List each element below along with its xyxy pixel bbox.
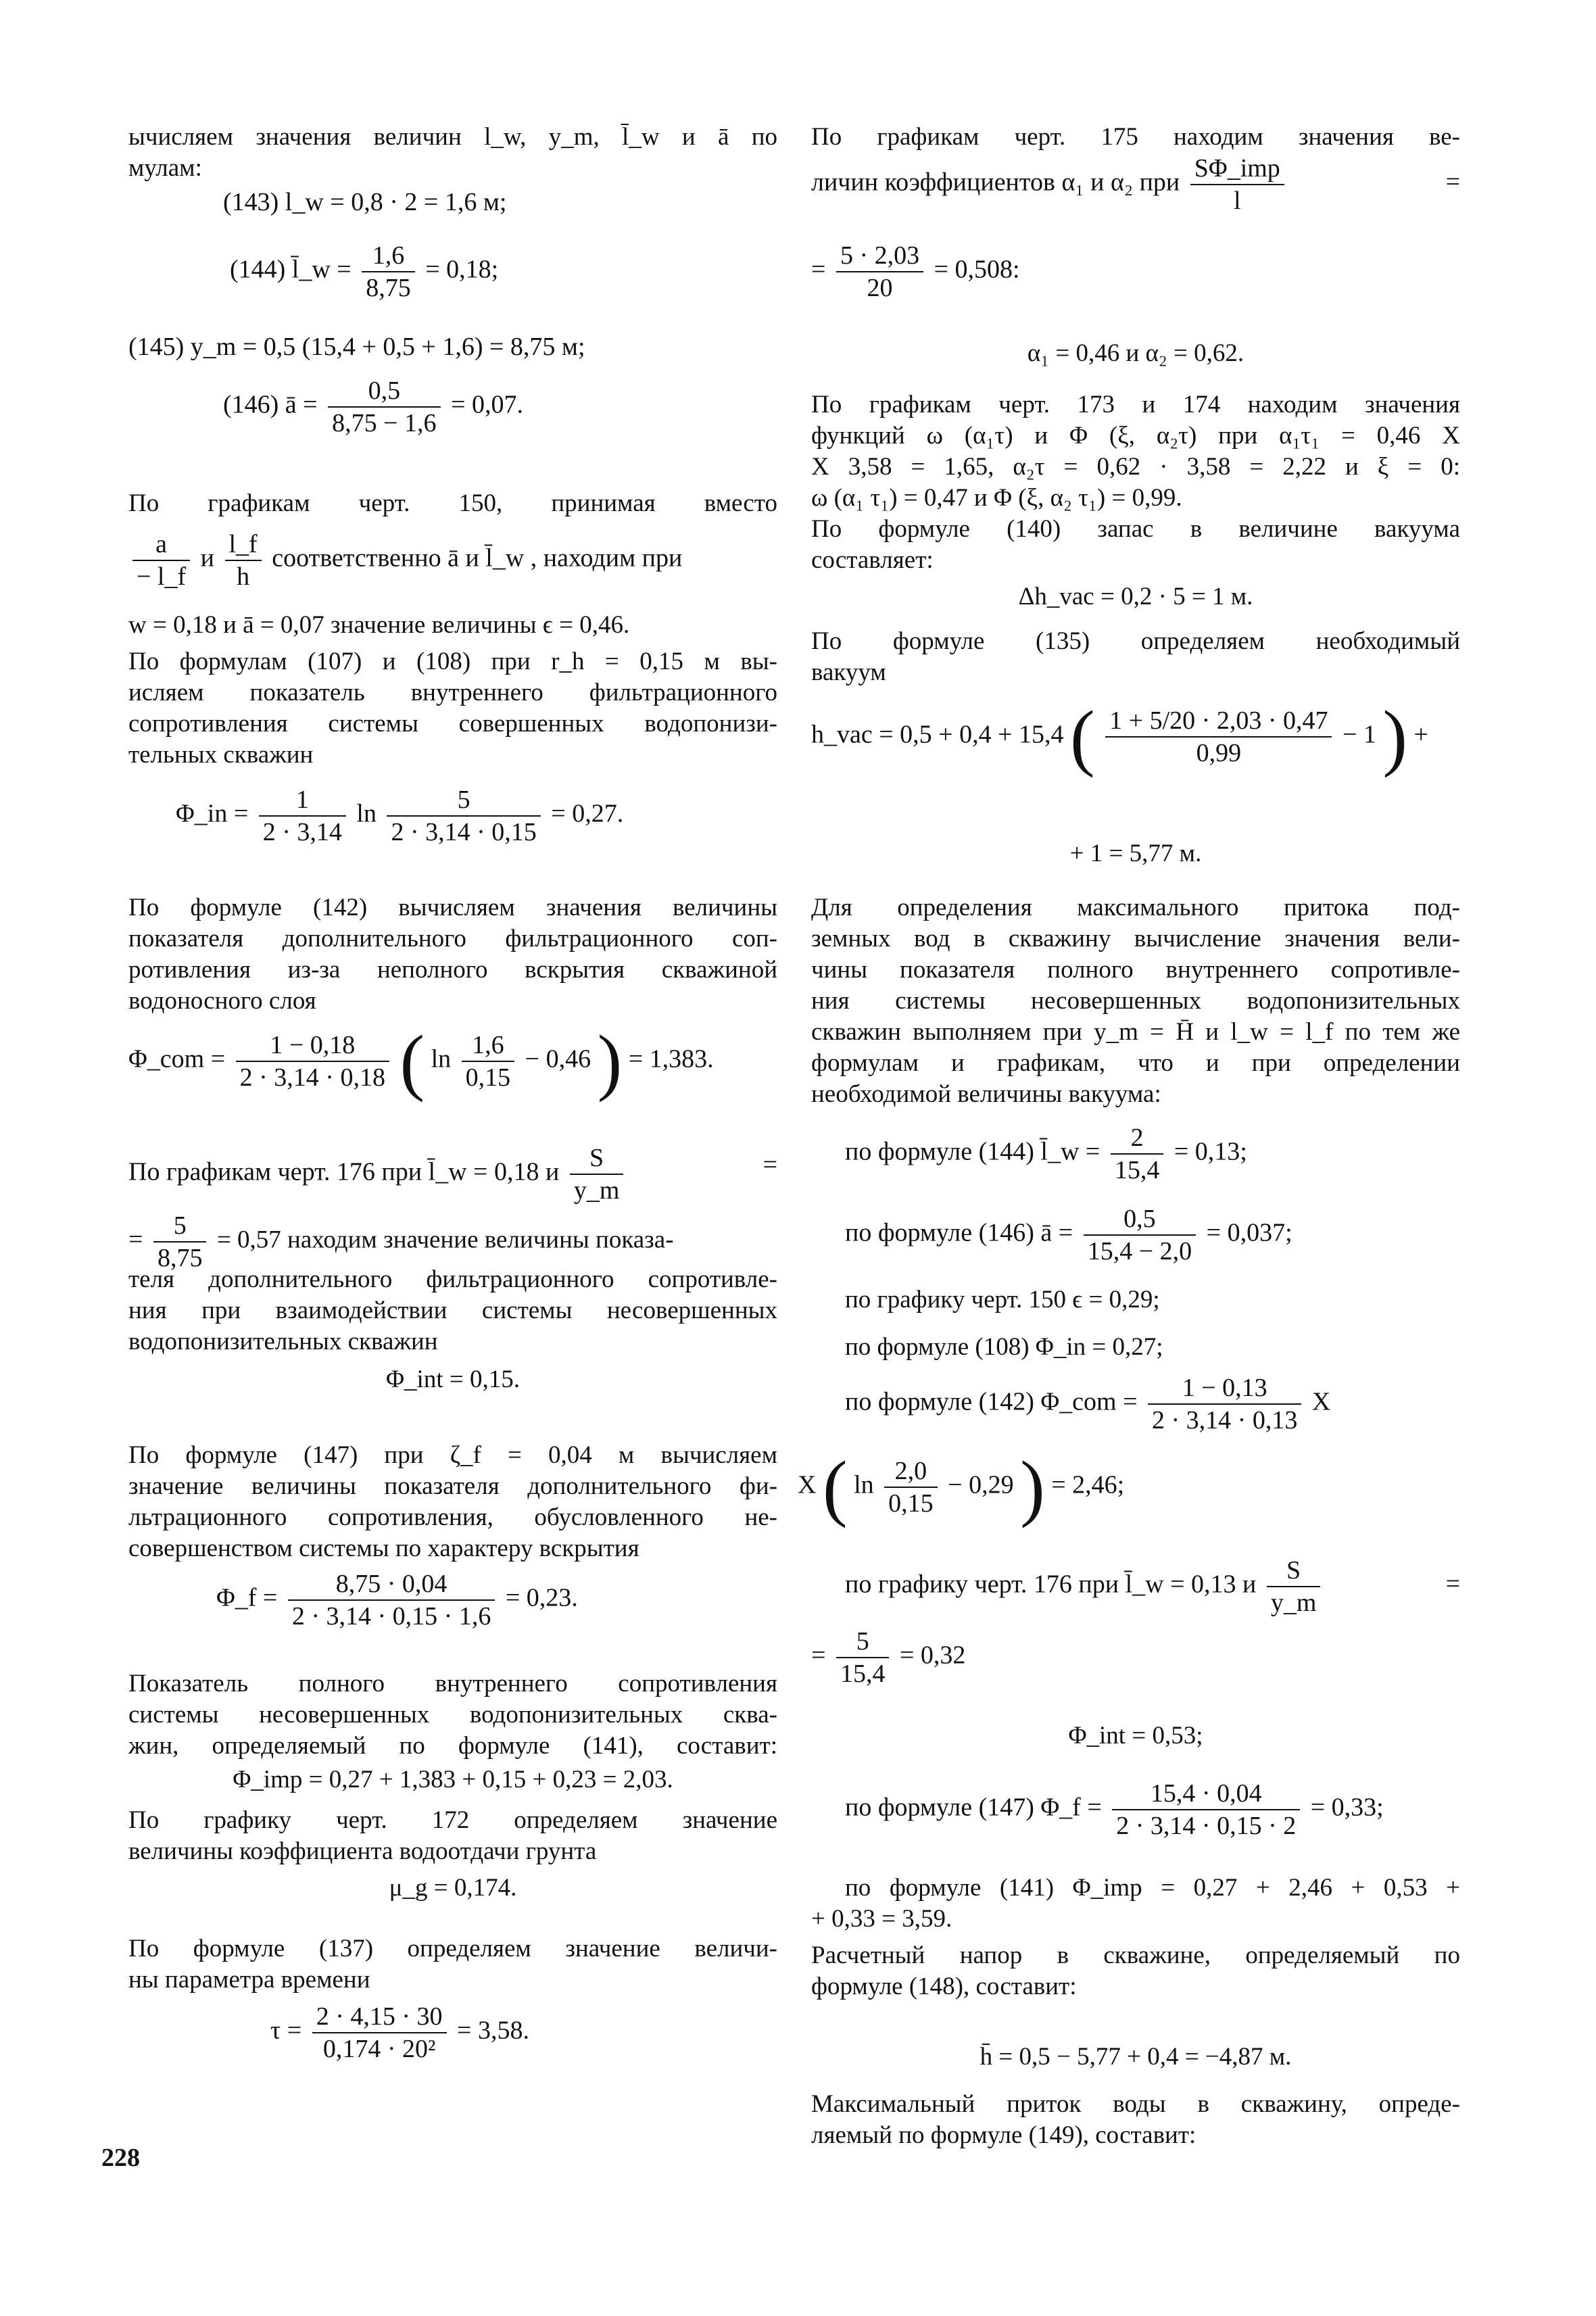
text: − 0,29: [948, 1470, 1014, 1499]
denominator: 15,4: [1114, 1156, 1160, 1184]
text-line: По формуле (142) вычисляем значения величины: [128, 894, 777, 921]
ln: ln: [356, 799, 377, 828]
denominator: 15,4 − 2,0: [1087, 1237, 1192, 1265]
text-line: необходимой величины вакуума:: [811, 1080, 1161, 1108]
paren-close: ): [597, 1020, 623, 1103]
equation-f144: [845, 1122, 1247, 1186]
eq-result: = 0,27.: [551, 799, 624, 828]
text: =: [1445, 168, 1460, 196]
text-line: водоносного слоя: [128, 987, 316, 1015]
text-line: По графику черт. 172 определяем значение: [128, 1806, 777, 1834]
denominator: 8,75: [157, 1244, 203, 1272]
eq-label: (144) l̄_w =: [230, 255, 352, 284]
text-line: По формуле (137) определяем значение величи-: [128, 1935, 777, 1962]
text-line: Показатель полного внутреннего сопротивления: [128, 1670, 777, 1697]
fraction: [1111, 1122, 1164, 1186]
text-line-with-fraction: [811, 153, 1460, 216]
denominator: 15,4: [840, 1660, 886, 1688]
numerator: l_f: [225, 529, 262, 561]
denominator: y_m: [1270, 1589, 1317, 1617]
eq-label: (146) ā =: [223, 390, 318, 419]
numerator: 0,5: [1084, 1203, 1196, 1236]
fraction: [836, 1626, 890, 1689]
paren-close: ): [1020, 1446, 1045, 1528]
denominator: 8,75 − 1,6: [332, 409, 437, 437]
eq-result: = 0,13;: [1174, 1137, 1247, 1166]
text: и: [200, 544, 214, 573]
text-line: жин, определяемый по формуле (141), составит:: [128, 1732, 777, 1760]
text: X: [798, 1470, 817, 1499]
equation-mu-g: μ_g = 0,174.: [389, 1874, 517, 1902]
equation-alphas: α₁ = 0,46 и α₂ = 0,62.: [1027, 339, 1244, 367]
text-line: По графикам черт. 175 находим значения ве-: [811, 123, 1460, 151]
fraction: [1105, 705, 1332, 769]
eq-label: τ =: [270, 2016, 302, 2045]
page-number: 228: [101, 2144, 140, 2172]
paren-open: (: [822, 1446, 848, 1528]
denominator: y_m: [573, 1176, 620, 1205]
denominator: 2 · 3,14 · 0,15 · 1,6: [291, 1602, 491, 1631]
equation-ratio: [811, 240, 1020, 304]
text-line: w = 0,18 и ā = 0,07 значение величины ϵ = 0,46.: [128, 611, 630, 639]
fraction: [387, 784, 540, 848]
fraction: [1148, 1372, 1301, 1436]
equation-tau: [270, 2001, 529, 2065]
text-line: сопротивления системы совершенных водопонизи-: [128, 710, 777, 738]
text: =: [128, 1225, 143, 1254]
text: +: [1413, 720, 1428, 749]
text-line: чины показателя полного внутреннего сопротивле-: [811, 956, 1460, 984]
equation-phi-com: [128, 1020, 714, 1103]
text-line: По формуле (140) запас в величине вакуума: [811, 515, 1460, 543]
fraction: [570, 1142, 624, 1206]
equation-144: [230, 240, 498, 304]
numerator: 1 − 0,13: [1148, 1372, 1301, 1405]
fraction: [1112, 1778, 1300, 1841]
text-line: по формуле (108) Φ_in = 0,27;: [845, 1333, 1163, 1361]
numerator: 1: [259, 784, 346, 817]
text-line: ω (α₁ τ₁) = 0,47 и Φ (ξ, α₂ τ₁) = 0,99.: [811, 484, 1182, 512]
denominator: 0,174 · 20²: [322, 2035, 436, 2063]
text-line: системы несовершенных водопонизительных сква-: [128, 1701, 777, 1729]
text-line: составляет:: [811, 546, 934, 574]
text-line: водопонизительных скважин: [128, 1328, 438, 1355]
text-line: по формуле (141) Φ_imp = 0,27 + 2,46 + 0,53 +: [845, 1874, 1460, 1902]
text-line: совершенством системы по характеру вскрытия: [128, 1535, 639, 1562]
text: − 0,46: [525, 1044, 591, 1073]
fraction: [225, 529, 262, 592]
text-line: величины коэффициента водоотдачи грунта: [128, 1837, 597, 1865]
text-line: Для определения максимального притока под-: [811, 894, 1460, 921]
equation-phi-imp: Φ_imp = 0,27 + 1,383 + 0,15 + 0,23 = 2,03.: [233, 1766, 673, 1793]
fraction: [312, 2001, 447, 2065]
paren-open: (: [400, 1020, 425, 1103]
numerator: 8,75 · 0,04: [288, 1568, 495, 1601]
eq-label: Φ_f =: [216, 1583, 278, 1612]
text: личин коэффициентов α₁ и α₂ при: [811, 168, 1180, 197]
denominator: 0,15: [888, 1489, 934, 1518]
numerator: S: [570, 1142, 624, 1175]
denominator: 20: [867, 274, 893, 302]
denominator: 8,75: [366, 274, 411, 302]
equation-143: (143) l_w = 0,8 · 2 = 1,6 м;: [223, 188, 507, 216]
text-line: ротивления из-за неполного вскрытия скважиной: [128, 956, 777, 984]
denominator: 2 · 3,14 · 0,18: [239, 1063, 385, 1092]
text-line: Максимальный приток воды в скважину, опреде-: [811, 2090, 1460, 2118]
text-line-with-fraction: [128, 1142, 777, 1206]
equation-phi-f: [216, 1568, 578, 1632]
numerator: 1,6: [462, 1030, 515, 1062]
text: = 0,57 находим значение величины показа-: [216, 1226, 674, 1254]
fraction: [132, 529, 190, 592]
text-line: По формуле (135) определяем необходимый: [811, 627, 1460, 655]
fraction: [1190, 153, 1284, 216]
fraction: [288, 1568, 495, 1632]
text-line: По формуле (147) при ζ_f = 0,04 м вычисляем: [128, 1441, 777, 1469]
text: =: [763, 1151, 777, 1179]
text-line: ычисляем значения величин l_w, y_m, l̄_w и ā по: [128, 123, 777, 151]
numerator: 2: [1111, 1122, 1164, 1155]
denominator: − l_f: [137, 562, 187, 591]
fraction: [328, 375, 440, 439]
equation-145: (145) y_m = 0,5 (15,4 + 0,5 + 1,6) = 8,75 м;: [128, 333, 585, 361]
denominator: 0,15: [465, 1063, 511, 1092]
numerator: S: [1267, 1555, 1321, 1587]
text-line: ния при взаимодействии системы несовершенных: [128, 1297, 777, 1324]
numerator: 2,0: [884, 1455, 938, 1488]
ln: ln: [854, 1470, 874, 1499]
text-line: показателя дополнительного фильтрационного соп-: [128, 925, 777, 952]
equation-146: [223, 375, 523, 439]
numerator: 5 · 2,03: [836, 240, 923, 272]
text-line: земных вод в скважину вычисление значения вели-: [811, 925, 1460, 952]
numerator: 1 − 0,18: [236, 1030, 389, 1062]
numerator: 1 + 5/20 · 2,03 · 0,47: [1105, 705, 1332, 738]
equation-h-bar: h̄ = 0,5 − 5,77 + 0,4 = −4,87 м.: [980, 2043, 1292, 2071]
denominator: 2 · 3,14 · 0,13: [1152, 1406, 1298, 1434]
eq-label: по формуле (147) Φ_f =: [845, 1793, 1102, 1822]
text-line: + 0,33 = 3,59.: [811, 1905, 952, 1933]
text-line: По графикам черт. 173 и 174 находим значения: [811, 391, 1460, 418]
equation-ratio-2: [811, 1626, 965, 1689]
denominator: 0,99: [1196, 739, 1242, 767]
denominator: h: [237, 562, 250, 591]
eq-result: = 3,58.: [457, 2016, 529, 2045]
eq-label: h_vac = 0,5 + 0,4 + 15,4: [811, 720, 1064, 749]
eq-label: по формуле (144) l̄_w =: [845, 1137, 1101, 1166]
text: =: [1445, 1570, 1460, 1598]
eq-label: Φ_in =: [176, 799, 249, 828]
text-line-with-fraction: [845, 1555, 1460, 1618]
numerator: 2 · 4,15 · 30: [312, 2001, 447, 2033]
equation-f142-cont: [798, 1446, 1125, 1528]
fraction: [884, 1455, 938, 1519]
paren-close: ): [1382, 696, 1408, 778]
eq-result: = 0,33;: [1310, 1793, 1384, 1822]
eq-label: Φ_com =: [128, 1044, 226, 1073]
eq-label: по формуле (142) Φ_com =: [845, 1387, 1138, 1416]
fraction: [259, 784, 346, 848]
fraction: [1267, 1555, 1321, 1618]
fraction: [836, 240, 923, 304]
numerator: 15,4 · 0,04: [1112, 1778, 1300, 1810]
numerator: SΦ_imp: [1190, 153, 1284, 185]
numerator: 5: [387, 784, 540, 817]
text: − 1: [1342, 720, 1376, 749]
equation-f142: [845, 1372, 1330, 1436]
eq-result: = 0,07.: [451, 390, 523, 419]
text-line: вакуум: [811, 658, 886, 686]
eq-result: = 0,037;: [1206, 1218, 1292, 1247]
eq-result: = 0,508:: [934, 255, 1020, 284]
eq-result: = 0,32: [899, 1641, 966, 1670]
text-line: льтрационного сопротивления, обусловленного не-: [128, 1503, 777, 1531]
denominator: 2 · 3,14 · 0,15: [391, 818, 537, 846]
text-line: ляемый по формуле (149), составит:: [811, 2121, 1196, 2149]
text-line: мулам:: [128, 154, 202, 182]
numerator: 1,6: [362, 240, 415, 272]
text-line: по графику черт. 150 ϵ = 0,29;: [845, 1286, 1160, 1313]
fraction: [1084, 1203, 1196, 1267]
equation-f147: [845, 1778, 1384, 1841]
fraction: [362, 240, 415, 304]
text-line: ния системы несовершенных водопонизительных: [811, 987, 1460, 1015]
numerator: 0,5: [328, 375, 440, 408]
text-line: значение величины показателя дополнительного фи-: [128, 1472, 777, 1500]
equation-h-vac-result: + 1 = 5,77 м.: [1069, 840, 1202, 867]
equation-h-vac: [811, 696, 1428, 778]
fraction: [462, 1030, 515, 1093]
eq-result: = 0,18;: [425, 255, 499, 284]
denominator: 2 · 3,14: [262, 818, 342, 846]
text-line: скважин выполняем при y_m = H̄ и l_w = l_f по тем же: [811, 1018, 1460, 1046]
eq-result: = 0,23.: [505, 1583, 578, 1612]
equation-phi-int: Φ_int = 0,15.: [386, 1366, 520, 1393]
text-line: формуле (148), составит:: [811, 1973, 1077, 2000]
text-line: теля дополнительного фильтрационного сопротивле-: [128, 1265, 777, 1293]
text-line: функций ω (α₁τ) и Φ (ξ, α₂τ) при α₁τ₁ = 0,46 X: [811, 422, 1460, 450]
eq-result: = 1,383.: [628, 1044, 714, 1073]
text: =: [811, 255, 826, 284]
text-line: По формулам (107) и (108) при r_h = 0,15 м вы-: [128, 648, 777, 675]
eq-result: = 2,46;: [1051, 1470, 1125, 1499]
equation-delta-h: Δh_vac = 0,2 · 5 = 1 м.: [1018, 583, 1253, 610]
equation-phi-in: [176, 784, 623, 848]
text-line: формулам и графикам, что и при определении: [811, 1049, 1460, 1077]
denominator: 2 · 3,14 · 0,15 · 2: [1116, 1812, 1297, 1840]
text-line: Расчетный напор в скважине, определяемый по: [811, 1941, 1460, 1969]
text-line: X 3,58 = 1,65, α₂τ = 0,62 · 3,58 = 2,22 и ξ = 0:: [811, 453, 1460, 481]
fraction: [236, 1030, 389, 1093]
numerator: 5: [153, 1210, 207, 1243]
text-line: По графикам черт. 150, принимая вместо: [128, 489, 777, 517]
text-line: ны параметра времени: [128, 1966, 370, 1994]
text: X: [1311, 1387, 1331, 1416]
text: =: [811, 1641, 826, 1670]
text-line: исляем показатель внутреннего фильтрационного: [128, 679, 777, 706]
text: соответственно ā и l̄_w , находим при: [272, 544, 683, 573]
equation-phi-int-2: Φ_int = 0,53;: [1068, 1722, 1203, 1750]
paren-open: (: [1070, 696, 1095, 778]
text: по графику черт. 176 при l̄_w = 0,13 и: [845, 1570, 1257, 1599]
equation-f146: [845, 1203, 1292, 1267]
numerator: 5: [836, 1626, 890, 1658]
denominator: l: [1234, 187, 1241, 215]
ln: ln: [431, 1044, 452, 1073]
text-line-with-fractions: [128, 529, 777, 592]
text: По графикам черт. 176 при l̄_w = 0,18 и: [128, 1157, 560, 1186]
numerator: a: [132, 529, 190, 561]
eq-label: по формуле (146) ā =: [845, 1218, 1073, 1247]
text-line: тельных скважин: [128, 741, 314, 769]
